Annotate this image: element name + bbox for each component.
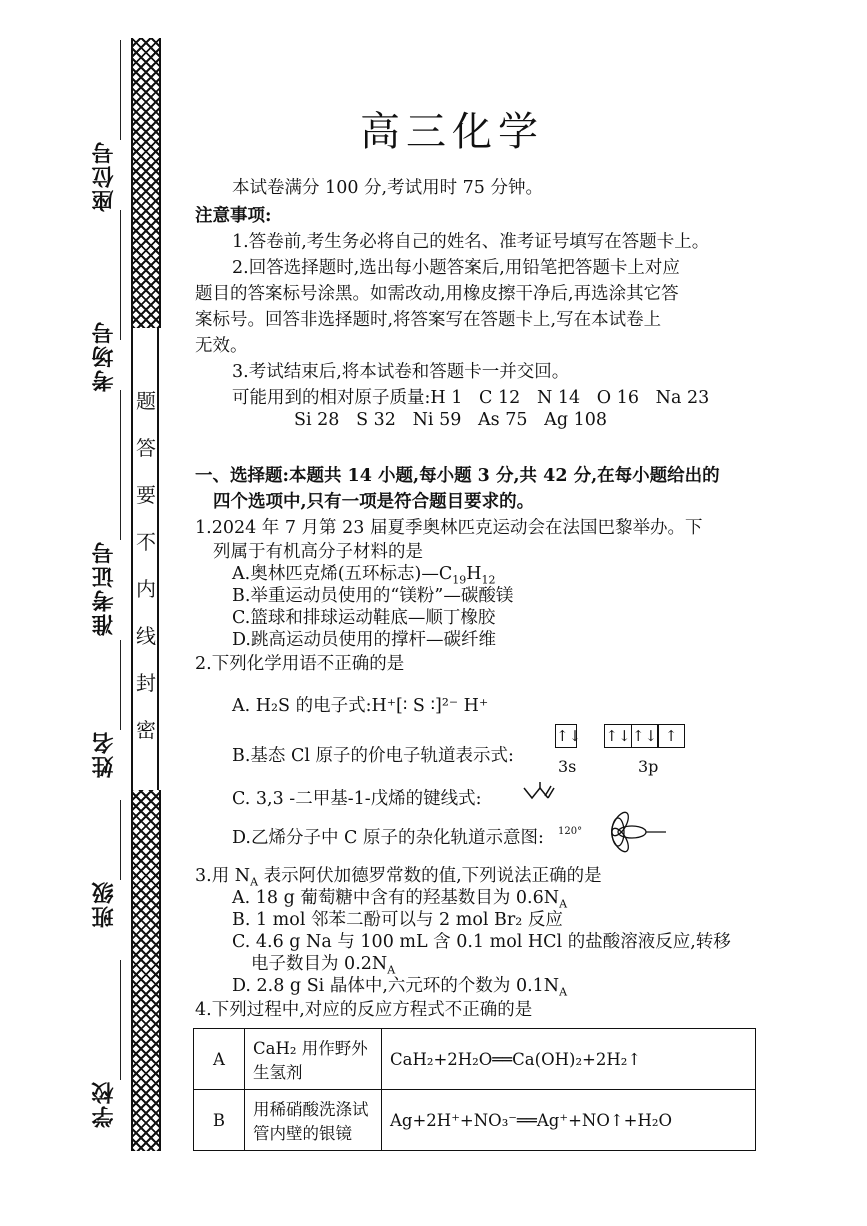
fill-line-name[interactable] bbox=[120, 640, 121, 730]
notice-item-1: 1.答卷前,考生务必将自己的姓名、准考证号填写在答题卡上。 bbox=[232, 232, 710, 252]
margin-pattern-band bbox=[131, 38, 161, 328]
row-description: 用稀硝酸洗涤试管内壁的银镜 bbox=[245, 1090, 382, 1151]
q4-stem: 4.下列过程中,对应的反应方程式不正确的是 bbox=[195, 1000, 533, 1020]
row-label: B bbox=[194, 1090, 245, 1151]
fill-line-class[interactable] bbox=[120, 800, 121, 880]
label-3p: 3p bbox=[638, 757, 659, 776]
section1-heading-line-2: 四个选项中,只有一项是符合题目要求的。 bbox=[213, 492, 535, 512]
q1-stem-line-2: 列属于有机高分子材料的是 bbox=[213, 542, 423, 562]
label-class: 班级 bbox=[91, 880, 117, 928]
fill-line-seat[interactable] bbox=[120, 40, 121, 140]
seal-text: 题 答 要 不 内 线 封 密 bbox=[136, 389, 156, 742]
label-exam-room: 考场号 bbox=[91, 320, 117, 392]
q3-option-c-line-2: 电子数目为 $0.2N_A$ bbox=[251, 954, 396, 977]
bond-line-structure-icon bbox=[522, 780, 556, 806]
q4-reaction-table bbox=[193, 1028, 756, 1151]
sp2-orbital-icon bbox=[584, 810, 668, 854]
q1-stem-line-1: 1.2024 年 7 月第 23 届夏季奥林匹克运动会在法国巴黎举办。下 bbox=[195, 518, 703, 538]
q2-option-c: C. 3,3 -二甲基-1-戊烯的键线式: bbox=[232, 789, 482, 809]
orbital-box: ↑ bbox=[657, 724, 685, 748]
atomic-mass-line-1: 可能用到的相对原子质量:H 1 C 12 N 14 O 16 Na 23 bbox=[232, 388, 710, 408]
orbital-3p bbox=[604, 724, 684, 748]
notice-item-2-line-3: 案标号。回答非选择题时,将答案写在答题卡上,写在本试卷上 bbox=[195, 310, 662, 330]
q2-option-a: A. H₂S 的电子式:H⁺[∶ S ∶]²⁻ H⁺ bbox=[232, 696, 489, 716]
notice-item-2-line-4: 无效。 bbox=[195, 336, 248, 356]
label-admission-ticket: 准考证号 bbox=[91, 540, 117, 636]
table-row bbox=[194, 1029, 756, 1090]
margin-pattern-band bbox=[131, 790, 161, 1151]
q1-option-b: B.举重运动员使用的“镁粉”—碳酸镁 bbox=[232, 586, 514, 606]
orbital-box: ↑↓ bbox=[631, 724, 659, 748]
q2-stem: 2.下列化学用语不正确的是 bbox=[195, 654, 405, 674]
label-seat-number: 座位号 bbox=[91, 140, 117, 212]
angle-label: 120° bbox=[558, 826, 583, 837]
row-equation: Ag+2H⁺+NO₃⁻══Ag⁺+NO↑+H₂O bbox=[382, 1090, 756, 1151]
page-title: 高三化学 bbox=[360, 109, 544, 155]
atomic-mass-line-2: Si 28 S 32 Ni 59 As 75 Ag 108 bbox=[294, 410, 607, 430]
label-3s: 3s bbox=[558, 757, 577, 776]
fill-line-school[interactable] bbox=[120, 960, 121, 1080]
q3-option-b: B. 1 mol 邻苯二酚可以与 2 mol Br₂ 反应 bbox=[232, 910, 563, 930]
q1-option-d: D.跳高运动员使用的撑杆—碳纤维 bbox=[232, 630, 496, 650]
orbital-box: ↑↓ bbox=[555, 724, 577, 748]
row-label: A bbox=[194, 1029, 245, 1090]
section1-heading-line-1: 一、选择题:本题共 14 小题,每小题 3 分,共 42 分,在每小题给出的 bbox=[195, 466, 720, 486]
fill-line-room[interactable] bbox=[120, 210, 121, 340]
notice-item-2-line-1: 2.回答选择题时,选出每小题答案后,用铅笔把答题卡上对应 bbox=[232, 258, 680, 278]
q3-option-a: A. 18 g 葡萄糖中含有的羟基数目为 $0.6N_A$ bbox=[232, 888, 568, 911]
fill-line-ticket[interactable] bbox=[120, 390, 121, 540]
q1-option-a: A.奥林匹克烯(五环标志)$—C_{19}H_{12}$ bbox=[232, 564, 496, 587]
intro-text: 本试卷满分 100 分,考试用时 75 分钟。 bbox=[232, 178, 543, 198]
label-school: 学校 bbox=[91, 1080, 117, 1128]
notice-heading: 注意事项: bbox=[195, 206, 272, 226]
label-name: 姓名 bbox=[91, 730, 117, 778]
q2-option-d: D.乙烯分子中 C 原子的杂化轨道示意图: bbox=[232, 828, 544, 848]
q1-option-c: C.篮球和排球运动鞋底—顺丁橡胶 bbox=[232, 608, 496, 628]
q2-option-b: B.基态 Cl 原子的价电子轨道表示式: bbox=[232, 746, 514, 766]
q3-option-c-line-1: C. 4.6 g Na 与 100 mL 含 0.1 mol HCl 的盐酸溶液反应,转移 bbox=[232, 932, 731, 952]
row-equation: CaH₂+2H₂O══Ca(OH)₂+2H₂↑ bbox=[382, 1029, 756, 1090]
orbital-3s bbox=[555, 724, 582, 748]
notice-item-3: 3.考试结束后,将本试卷和答题卡一并交回。 bbox=[232, 362, 570, 382]
notice-item-2-line-2: 题目的答案标号涂黑。如需改动,用橡皮擦干净后,再选涂其它答 bbox=[195, 284, 679, 304]
q3-stem: 3.用 $N_A$ 表示阿伏加德罗常数的值,下列说法正确的是 bbox=[195, 866, 602, 889]
q3-option-d: D. 2.8 g Si 晶体中,六元环的个数为 $0.1N_A$ bbox=[232, 976, 568, 999]
row-description: CaH₂ 用作野外生氢剂 bbox=[245, 1029, 382, 1090]
orbital-box: ↑↓ bbox=[604, 724, 632, 748]
table-row bbox=[194, 1090, 756, 1151]
